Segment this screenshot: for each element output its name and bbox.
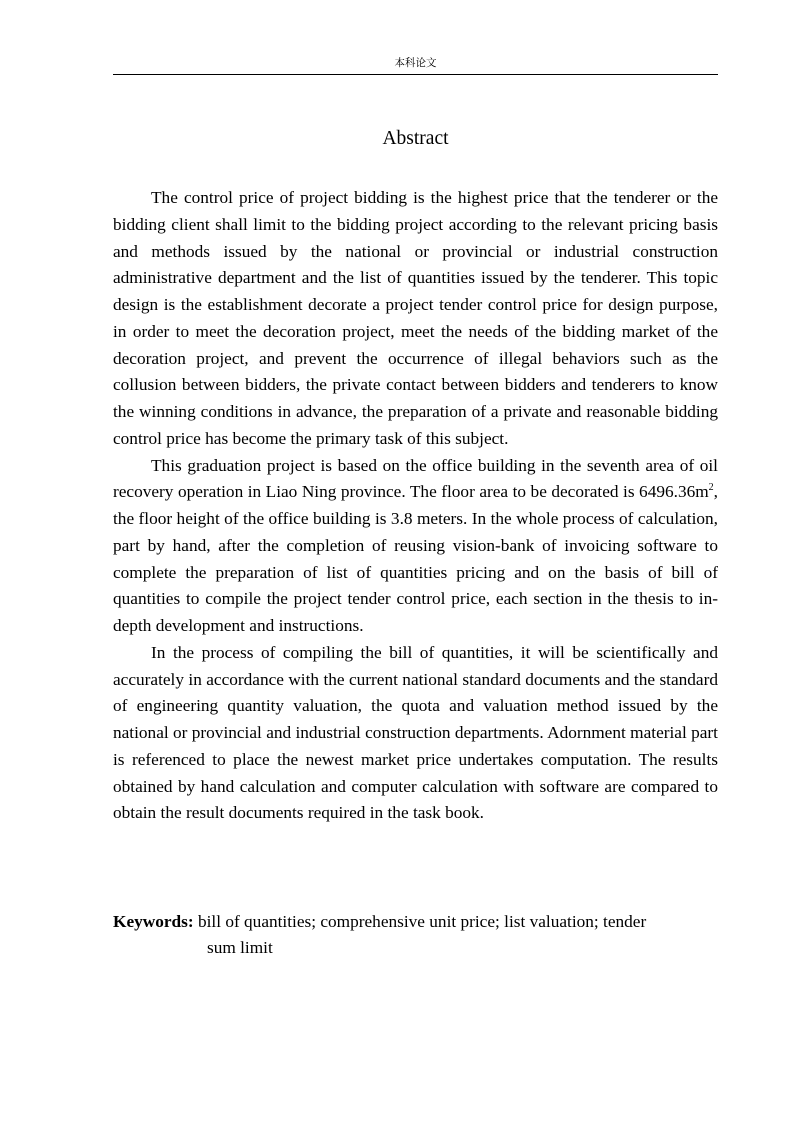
running-header-text: 本科论文	[394, 57, 437, 69]
abstract-paragraph-1: The control price of project bidding is the highest price that the tenderer or the bidding client shall limit to the bidding project according to the relevant pricing basis and methods issued by the national or provincial or industrial construction administrative department and the list of quantities issued by the tenderer. This topic design is the establishment decorate a project tender control price for design purpose, in order to meet the decoration project, meet the needs of the bidding market of the decoration project, and prevent the occurrence of illegal behaviors such as the collusion between bidders, the private contact between bidders and tenderers to know the winning conditions in advance, the preparation of a private and reasonable bidding control price has become the primary task of this subject.	[113, 188, 718, 448]
abstract-title: Abstract	[382, 128, 449, 149]
keywords-line-2: sum limit	[207, 938, 273, 957]
paragraph-2-text-end: , the floor height of the office building is 3.8 meters. In the whole process of calculation, part by hand, after the completion of reusing vision-bank of invoicing software to complete the preparation of list of quantities pricing and on the basis of bill of quantities to compile the project tender control price, each section in the thesis to in-depth development and instructions.	[113, 482, 718, 635]
abstract-paragraph-3: In the process of compiling the bill of quantities, it will be scientifically and accurately in accordance with the current national standard documents and the standard of engineering quantity valuation, the quota and valuation method issued by the national or provincial and industrial construction departments. Adornment material part is referenced to place the newest market price undertakes computation. The results obtained by hand calculation and computer calculation with software are compared to obtain the result documents required in the task book.	[113, 642, 718, 823]
paragraph-2-text-start: This graduation project is based on the office building in the seventh area of oil recovery operation in Liao Ning province. The floor area to be decorated is 6496.36m	[113, 455, 718, 502]
keywords-line-1: bill of quantities; comprehensive unit price; list valuation; tender	[193, 912, 647, 931]
abstract-body	[113, 185, 718, 827]
running-header	[113, 56, 718, 75]
keywords-block	[113, 909, 718, 961]
keywords-label: Keywords:	[113, 912, 194, 931]
area-unit-superscript: 2	[708, 482, 714, 494]
abstract-paragraph-2	[113, 453, 718, 640]
